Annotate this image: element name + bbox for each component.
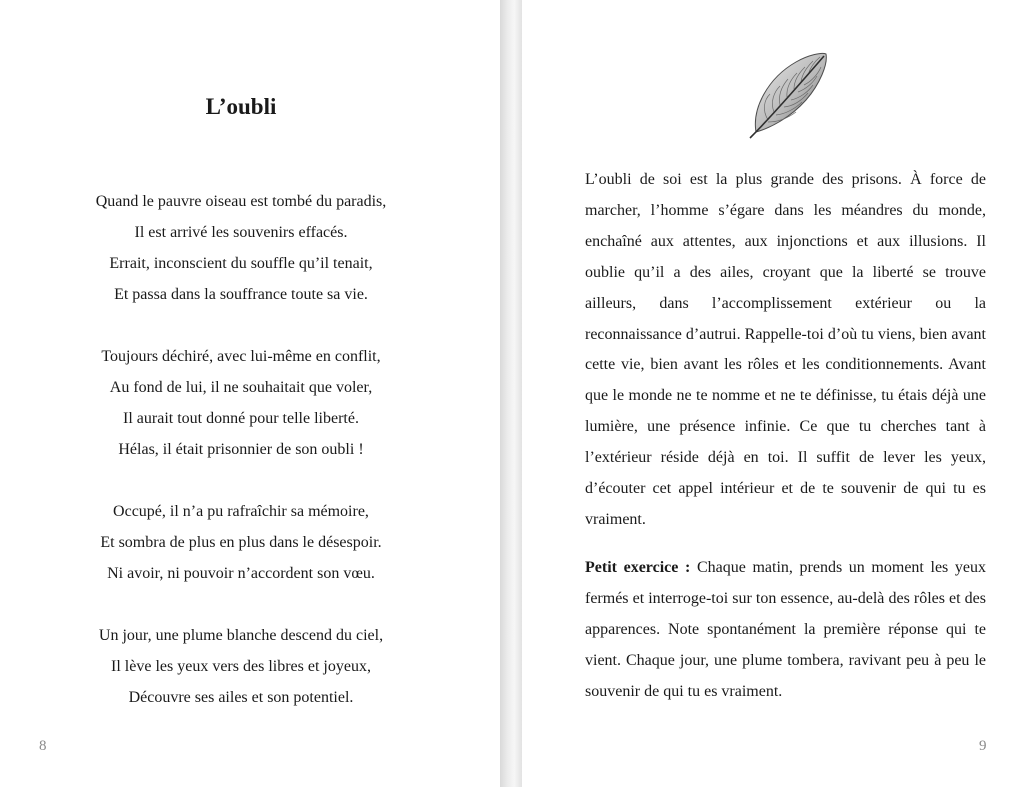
verse: Occupé, il n’a pu rafraîchir sa mémoire, — [113, 503, 369, 520]
reflection-paragraph: L’oubli de soi est la plus grande des prisons. À force de marcher, l’homme s’égare dans les méandres du monde, enchaîné aux attentes, aux injonctions et aux illusions. Il oublie qu’il a des ailes, croyant que la liberté se trouve ailleurs, dans l’accomplissement extérieur ou la reconnaissance d’autrui. Rappelle-toi d’où tu viens, bien avant cette vie, bien avant les rôles et les conditionnements. Avant que le monde ne te nomme et ne te définisse, tu étais déjà une lumière, une présence infinie. Ce que tu cherches tant à l’extérieur réside déjà en toi. Il suffit de lever les yeux, d’écouter cet appel intérieur et de te souvenir de qui tu es vraiment. — [585, 171, 986, 528]
verse: Et passa dans la souffrance toute sa vie. — [114, 286, 368, 303]
exercise-label: Petit exercice : — [585, 559, 691, 576]
right-page — [522, 0, 1024, 787]
verse: Ni avoir, ni pouvoir n’accordent son vœu. — [107, 565, 375, 582]
verse: Découvre ses ailes et son potentiel. — [128, 689, 354, 706]
verse: Hélas, il était prisonnier de son oubli ! — [118, 441, 364, 458]
verse: Toujours déchiré, avec lui-même en conflit, — [101, 348, 381, 365]
stanza — [0, 186, 482, 310]
verse: Et sombra de plus en plus dans le désespoir. — [100, 534, 382, 551]
verse: Errait, inconscient du souffle qu’il tenait, — [109, 255, 373, 272]
exercise-text: Chaque matin, prends un moment les yeux fermés et interroge-toi sur ton essence, au-delà des rôles et des apparences. Note spontanément la première réponse qui te vient. Chaque jour, une plume tombera, ravivant peu à peu le souvenir de qui tu es vraiment. — [585, 559, 986, 700]
verse: Il aurait tout donné pour telle liberté. — [123, 410, 359, 427]
verse: Quand le pauvre oiseau est tombé du paradis, — [95, 193, 387, 210]
verse: Au fond de lui, il ne souhaitait que voler, — [109, 379, 373, 396]
verse: Il lève les yeux vers des libres et joyeux, — [111, 658, 371, 675]
stanza — [0, 341, 482, 465]
book-gutter — [500, 0, 522, 787]
verse: Il est arrivé les souvenirs effacés. — [134, 224, 348, 241]
stanza — [0, 496, 482, 589]
verse: Un jour, une plume blanche descend du ciel, — [98, 627, 384, 644]
poem-title: L’oubli — [205, 94, 277, 119]
feather-icon — [746, 48, 830, 140]
left-page — [0, 0, 500, 787]
poem — [0, 186, 482, 713]
exercise-paragraph — [585, 553, 986, 708]
stanza — [0, 620, 482, 713]
page-number: 8 — [39, 738, 47, 754]
page-number: 9 — [979, 738, 987, 754]
